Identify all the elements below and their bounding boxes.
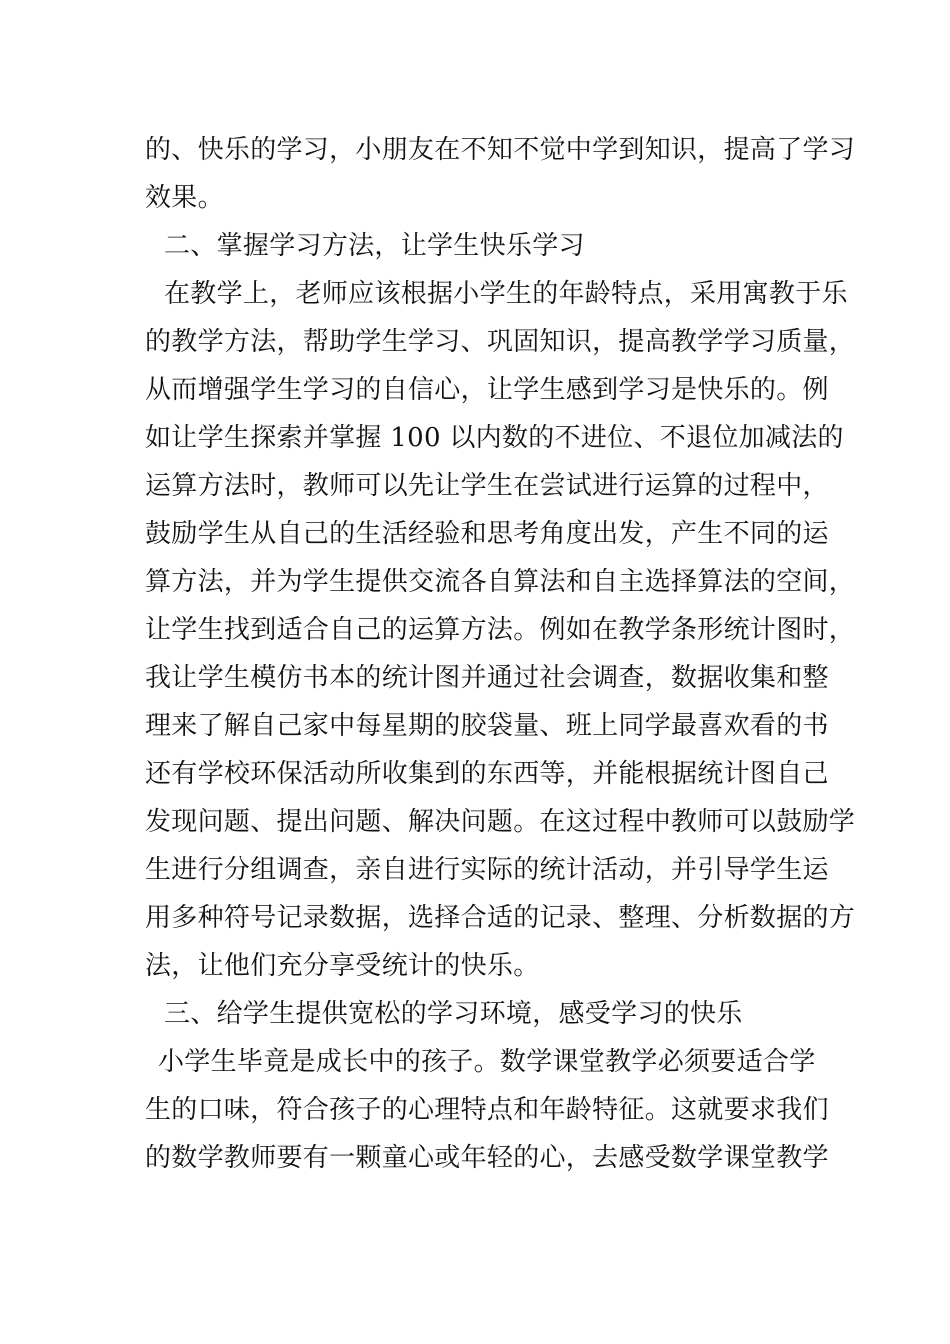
text-line: 还有学校环保活动所收集到的东西等，并能根据统计图自己 [145,759,829,789]
text-line: 理来了解自己家中每星期的胶袋量、班上同学最喜欢看的书 [145,711,829,741]
text-line: 小学生毕竟是成长中的孩子。数学课堂教学必须要适合学 [158,1047,816,1077]
text-line: 的数学教师要有一颗童心或年轻的心，去感受数学课堂教学 [145,1143,829,1173]
text-line: 在教学上，老师应该根据小学生的年龄特点，采用寓教于乐 [164,279,848,309]
text-line: 法，让他们充分享受统计的快乐。 [145,951,540,981]
text-line: 用多种符号记录数据，选择合适的记录、整理、分析数据的方 [145,903,856,933]
text-line: 让学生找到适合自己的运算方法。例如在教学条形统计图时， [145,615,856,645]
section-heading: 三、给学生提供宽松的学习环境，感受学习的快乐 [164,999,743,1029]
text-line: 的、快乐的学习，小朋友在不知不觉中学到知识，提高了学习 [145,135,856,165]
text-line: 生的口味，符合孩子的心理特点和年龄特征。这就要求我们 [145,1095,829,1125]
text-line: 发现问题、提出问题、解决问题。在这过程中教师可以鼓励学 [145,807,856,837]
text-line: 效果。 [145,183,224,213]
text-line: 如让学生探索并掌握 100 以内数的不进位、不退位加减法的 [145,423,844,453]
text-line: 鼓励学生从自己的生活经验和思考角度出发，产生不同的运 [145,519,829,549]
text-line: 算方法，并为学生提供交流各自算法和自主选择算法的空间， [145,567,856,597]
section-heading: 二、掌握学习方法，让学生快乐学习 [164,231,585,261]
text-line: 生进行分组调查，亲自进行实际的统计活动，并引导学生运 [145,855,829,885]
text-line: 从而增强学生学习的自信心，让学生感到学习是快乐的。例 [145,375,829,405]
text-line: 的教学方法，帮助学生学习、巩固知识，提高教学学习质量， [145,327,856,357]
text-line: 运算方法时，教师可以先让学生在尝试进行运算的过程中， [145,471,829,501]
text-line: 我让学生模仿书本的统计图并通过社会调查，数据收集和整 [145,663,829,693]
